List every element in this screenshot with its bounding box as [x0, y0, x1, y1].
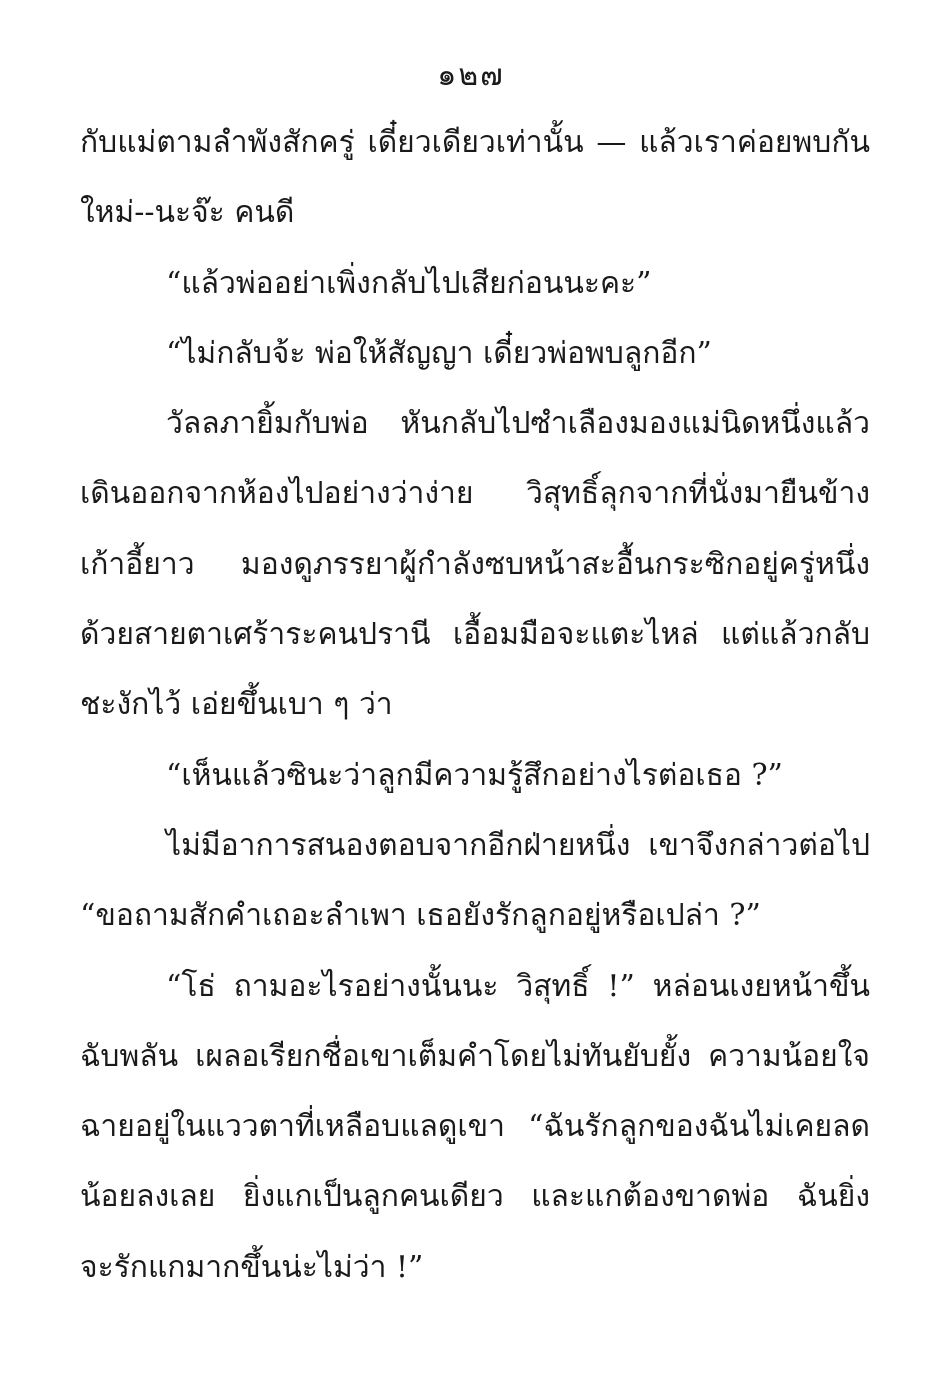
text-line: ฉายอยู่ในแววตาที่เหลือบแลดูเขา “ฉันรักลูกของฉันไม่เคยลด [80, 1109, 870, 1145]
text-line: ฉับพลัน เผลอเรียกชื่อเขาเต็มคำโดยไม่ทันยับยั้ง ความน้อยใจ [80, 1038, 870, 1074]
text-line: ชะงักไว้ เอ่ยขึ้นเบา ๆ ว่า [80, 687, 393, 723]
text-line: “เห็นแล้วซินะว่าลูกมีความรู้สึกอย่างไรต่อเธอ ?” [166, 757, 783, 793]
text-line: ใหม่--นะจ๊ะ คนดี [80, 195, 295, 231]
text-line: ไม่มีอาการสนองตอบจากอีกฝ่ายหนึ่ง เขาจึงกล่าวต่อไป [166, 827, 870, 863]
text-line: น้อยลงเลย ยิ่งแกเป็นลูกคนเดียว และแกต้องขาดพ่อ ฉันยิ่ง [80, 1179, 870, 1215]
text-line: ด้วยสายตาเศร้าระคนปรานี เอื้อมมือจะแตะไหล่ แต่แล้วกลับ [80, 617, 870, 653]
text-line: “โธ่ ถามอะไรอย่างนั้นนะ วิสุทธิ์ !” หล่อนเงยหน้าขึ้น [166, 968, 870, 1004]
text-line: เก้าอี้ยาว มองดูภรรยาผู้กำลังซบหน้าสะอื้นกระซิกอยู่ครู่หนึ่ง [80, 546, 870, 582]
text-line: “ขอถามสักคำเถอะลำเพา เธอยังรักลูกอยู่หรือเปล่า ?” [80, 898, 761, 934]
text-line: กับแม่ตามลำพังสักครู่ เดี๋ยวเดียวเท่านั้น — แล้วเราค่อยพบกัน [80, 125, 870, 160]
page-number: ๑๒๗ [437, 58, 505, 93]
text-line: วัลลภายิ้มกับพ่อ หันกลับไปซำเลืองมองแม่นิดหนึ่งแล้ว [166, 406, 870, 442]
text-line: เดินออกจากห้องไปอย่างว่าง่าย วิสุทธิ์ลุกจากที่นั่งมายืนข้าง [80, 476, 870, 512]
text-line: “แล้วพ่ออย่าเพิ่งกลับไปเสียก่อนนะคะ” [166, 265, 652, 301]
body-text [80, 108, 870, 1303]
text-line: จะรักแกมากขึ้นน่ะไม่ว่า !” [80, 1249, 424, 1285]
text-line: “ไม่กลับจ้ะ พ่อให้สัญญา เดี๋ยวพ่อพบลูกอีก” [166, 335, 712, 371]
